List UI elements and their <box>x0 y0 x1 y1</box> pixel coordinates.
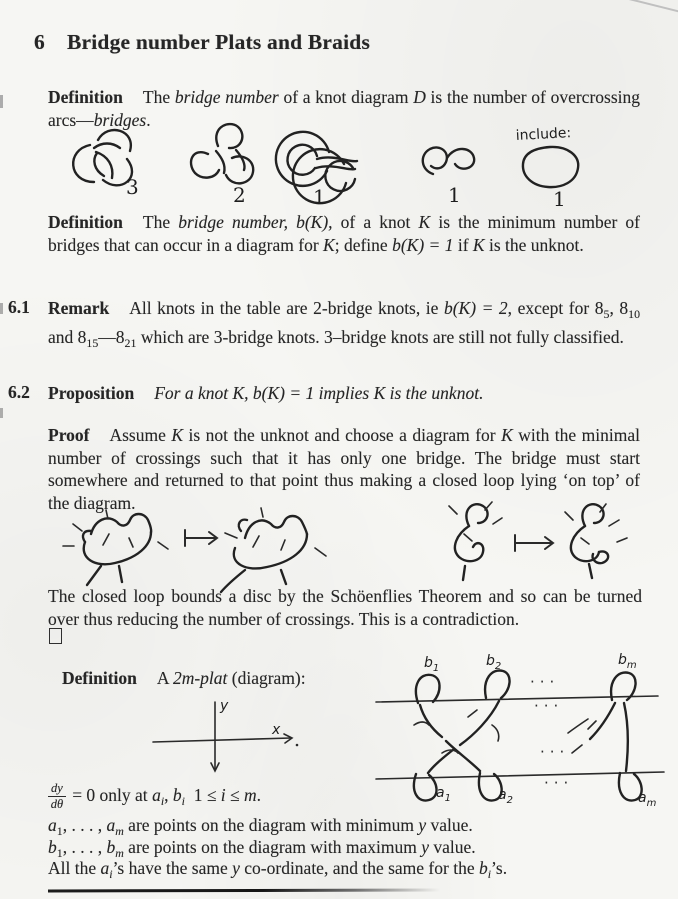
include-note: include: <box>515 125 572 144</box>
bridge-flip-figure <box>45 500 645 592</box>
knot-2-bridge <box>191 124 253 207</box>
derivative-condition-line: $\frac{dy}{d\theta}$ = 0 only at $a_i$, $b_i$ 1 ≤ i ≤ m. <box>48 782 261 813</box>
scan-artifact-left-edge <box>0 408 3 418</box>
ellipsis-dots: ··· <box>544 774 574 792</box>
minimum-points-line: $a_1$, . . . , $a_m$ are points on the diagram with minimum y value. <box>48 815 473 838</box>
scan-artifact-left-edge <box>0 95 3 108</box>
y-axis-label: y <box>220 698 229 714</box>
bottom-rule <box>48 888 440 892</box>
unknot-circle <box>515 125 578 211</box>
section-number: 6 <box>34 30 45 54</box>
knot-diagrams-figure <box>50 118 650 218</box>
qed-box <box>49 628 62 644</box>
xy-axes-figure <box>145 690 305 785</box>
diagram-before-right <box>449 502 502 580</box>
remark-paragraph: Remark All knots in the table are 2-bridge knots, ie b(K) = 2, except for $8_5$, $8_{10}$ and $8_{15}—8_{21}$ which are 3-bridge knots. 3–bridge knots are still not fully classified. <box>48 298 641 350</box>
ellipsis-dots: ··· <box>530 673 560 691</box>
definition-2m-plat: Definition A 2m-plat (diagram): <box>62 668 306 688</box>
scan-artifact-top-right <box>611 0 678 14</box>
maximum-points-line: $b_1$, . . . , $b_m$ are points on the diagram with maximum y value. <box>48 837 476 860</box>
definition-bridge-number-of-knot: Definition The bridge number, b(K), of a knot K is the minimum number of bridges that can occur in a diagram for K; define b(K) = 1 if K is the unknot. <box>48 212 640 255</box>
diagram-before-left <box>63 510 168 585</box>
ellipsis-dots: ··· <box>534 697 564 715</box>
knot-label: 2 <box>233 183 246 207</box>
proposition-number: 6.2 <box>8 382 30 402</box>
knot-label: 1 <box>553 187 566 211</box>
plat-label-a2: $a_2$ <box>498 787 513 806</box>
stray-dot <box>296 744 299 747</box>
plat-label-bm: $b_m$ <box>618 652 637 671</box>
x-axis <box>153 738 291 742</box>
plat-label-am: $a_m$ <box>638 790 657 809</box>
knot-doubled-unknot <box>276 132 357 209</box>
scan-artifact-left-edge <box>0 303 3 314</box>
plat-label-b1: $b_1$ <box>424 655 440 674</box>
plat-label-a1: $a_1$ <box>436 785 451 804</box>
plat-strands <box>414 671 642 801</box>
knot-label: 1 <box>313 185 326 209</box>
schoenflies-paragraph: The closed loop bounds a disc by the Schöenflies Theorem and so can be turned over thus reducing the number of crossings. This is a contradiction. <box>48 586 642 629</box>
section-title: Bridge number Plats and Braids <box>66 30 371 54</box>
knot-label: 3 <box>126 175 139 199</box>
mapsto-arrow-left <box>185 530 217 546</box>
mapsto-arrow-right <box>515 535 553 551</box>
proposition-paragraph: Proposition For a knot K, b(K) = 1 implies K is the unknot. <box>48 383 484 403</box>
knot-small-curl <box>423 147 474 207</box>
section-heading <box>34 30 370 55</box>
knot-3-bridge <box>73 130 139 199</box>
diagram-after-right <box>565 504 627 578</box>
remark-number: 6.1 <box>8 297 30 317</box>
coordinate-note-line: All the $a_i’s$ have the same y co-ordinate, and the same for the $b_i’s$. <box>48 858 508 881</box>
plat-diagram-figure <box>372 645 678 813</box>
plat-label-b2: $b_2$ <box>486 653 502 672</box>
diagram-after-left <box>221 508 326 592</box>
ellipsis-dots: ··· <box>540 743 570 761</box>
x-axis-label: x <box>272 722 281 738</box>
proof-paragraph: Proof Assume K is not the unknot and choose a diagram for K with the minimal number of crossings such that it has only one bridge. The bridge must start somewhere and returned to that point thus making a closed loop lying ‘on top’ of the diagram. <box>48 425 640 513</box>
knot-label: 1 <box>448 183 461 207</box>
definition-bridge-number-of-diagram: Definition The bridge number of a knot diagram D is the number of overcrossing arcs—bridges. <box>48 87 641 130</box>
